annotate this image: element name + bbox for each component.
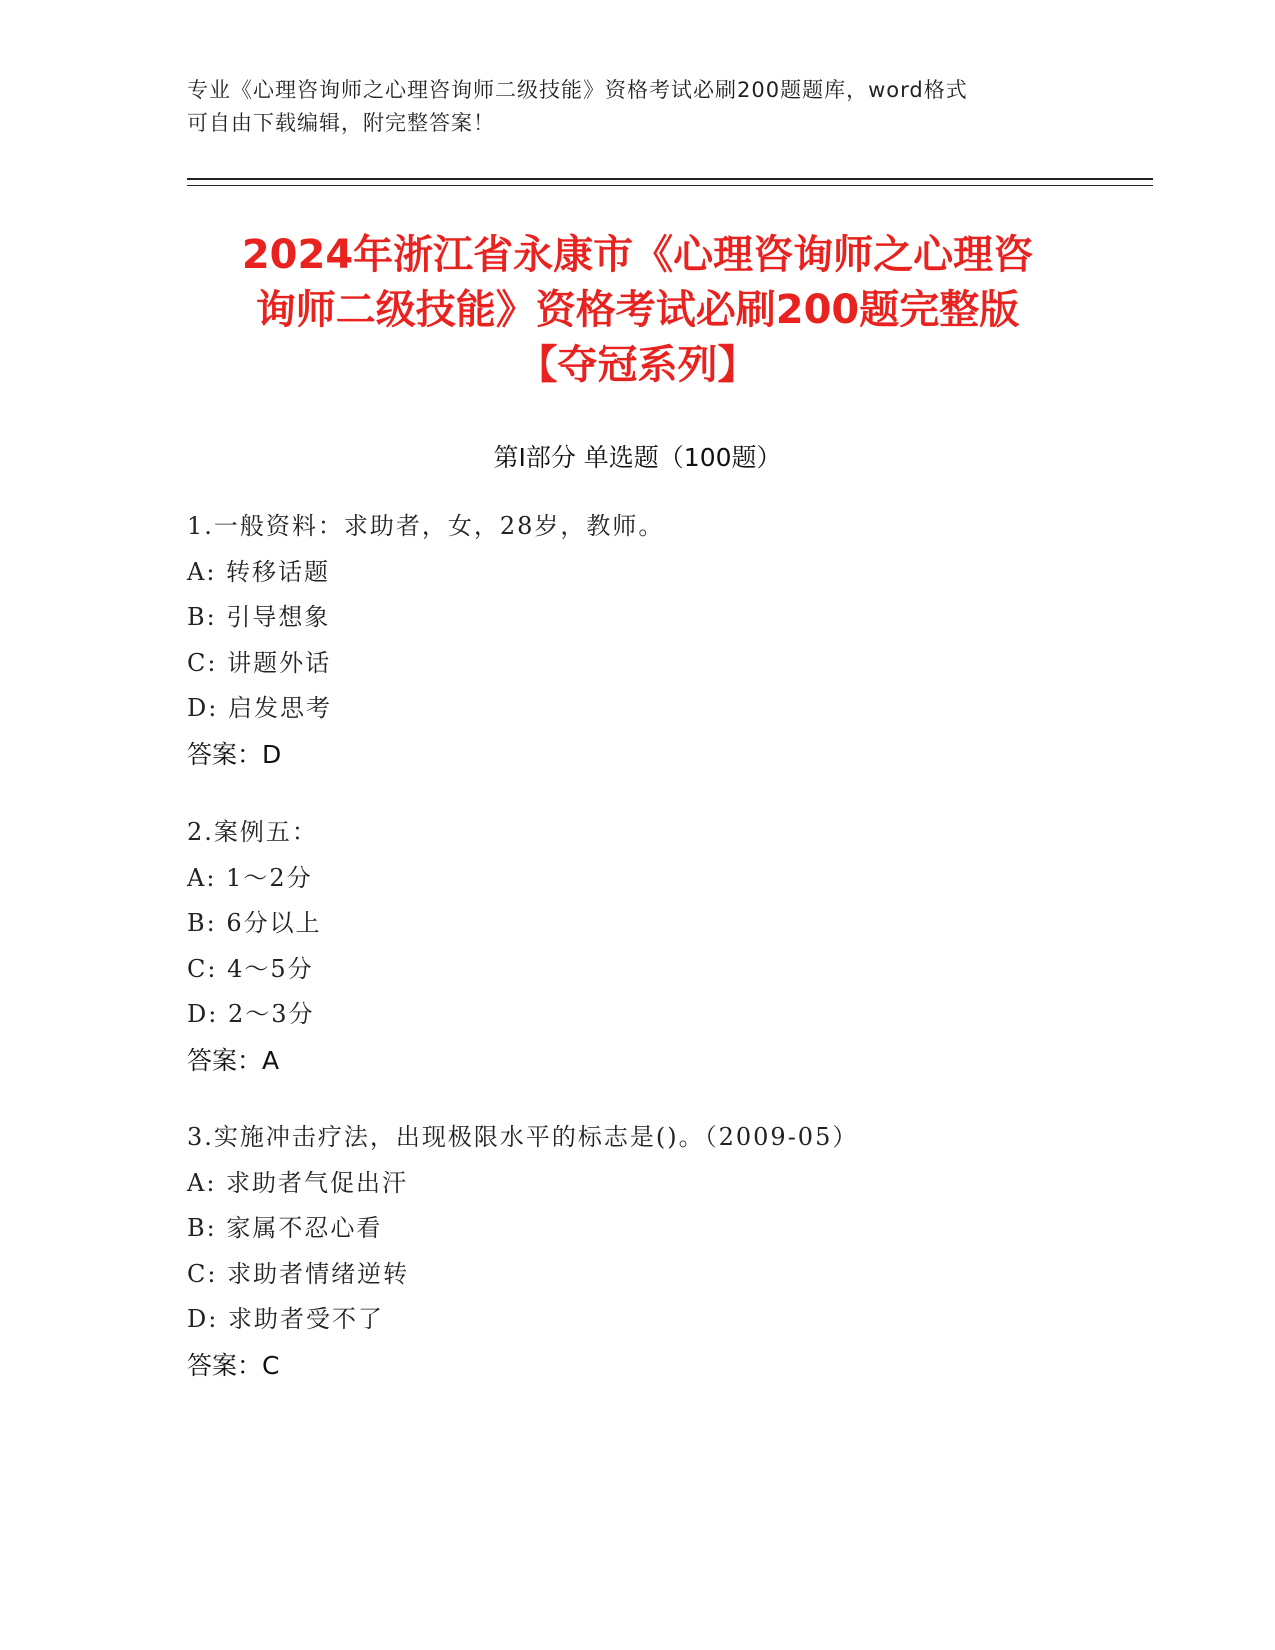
title-line-1: 2024年浙江省永康市《心理咨询师之心理咨 xyxy=(241,232,1034,278)
option-c: C: 讲题外话 xyxy=(187,648,332,677)
answer-label: 答案： xyxy=(187,739,263,769)
question-3 xyxy=(187,1115,1087,1388)
header-divider-thick xyxy=(187,178,1153,180)
question-1 xyxy=(187,504,1087,777)
option-a: A: 1～2分 xyxy=(187,863,313,892)
answer-line xyxy=(187,1343,1087,1389)
title-line-3: 【夺冠系列】 xyxy=(517,342,758,388)
answer-line xyxy=(187,1038,1087,1084)
title-line-2: 询师二级技能》资格考试必刷200题完整版 xyxy=(255,287,1020,333)
option-a: A: 转移话题 xyxy=(187,557,331,586)
question-2 xyxy=(187,810,1087,1083)
option-b: B: 引导想象 xyxy=(187,603,331,631)
option-a: A: 求助者气促出汗 xyxy=(187,1168,409,1197)
header-note-line-2: 可自由下载编辑，附完整答案！ xyxy=(187,111,495,135)
question-stem: 3.实施冲击疗法，出现极限水平的标志是()。（2009-05） xyxy=(187,1123,859,1151)
header-divider-thin xyxy=(187,185,1153,186)
section-heading: 第Ⅰ部分 单选题（100题） xyxy=(493,443,782,472)
header-note xyxy=(187,74,1067,140)
answer-label: 答案： xyxy=(187,1045,263,1075)
question-stem: 2.案例五： xyxy=(187,818,318,846)
option-d: D: 2～3分 xyxy=(187,1000,315,1028)
option-b: B: 6分以上 xyxy=(187,909,322,937)
question-stem: 1.一般资料：求助者，女，28岁，教师。 xyxy=(187,512,665,540)
answer-label: 答案： xyxy=(187,1350,263,1380)
answer-value: D xyxy=(262,739,282,769)
option-d: D: 求助者受不了 xyxy=(187,1305,384,1333)
option-d: D: 启发思考 xyxy=(187,694,332,722)
option-c: C: 4～5分 xyxy=(187,954,314,983)
option-b: B: 家属不忍心看 xyxy=(187,1214,383,1242)
answer-line xyxy=(187,732,1087,778)
header-note-line-1: 专业《心理咨询师之心理咨询师二级技能》资格考试必刷200题题库，word格式 xyxy=(187,78,968,102)
answer-value: A xyxy=(262,1045,280,1075)
document-title xyxy=(150,228,1125,393)
answer-value: C xyxy=(262,1350,280,1380)
option-c: C: 求助者情绪逆转 xyxy=(187,1259,410,1288)
